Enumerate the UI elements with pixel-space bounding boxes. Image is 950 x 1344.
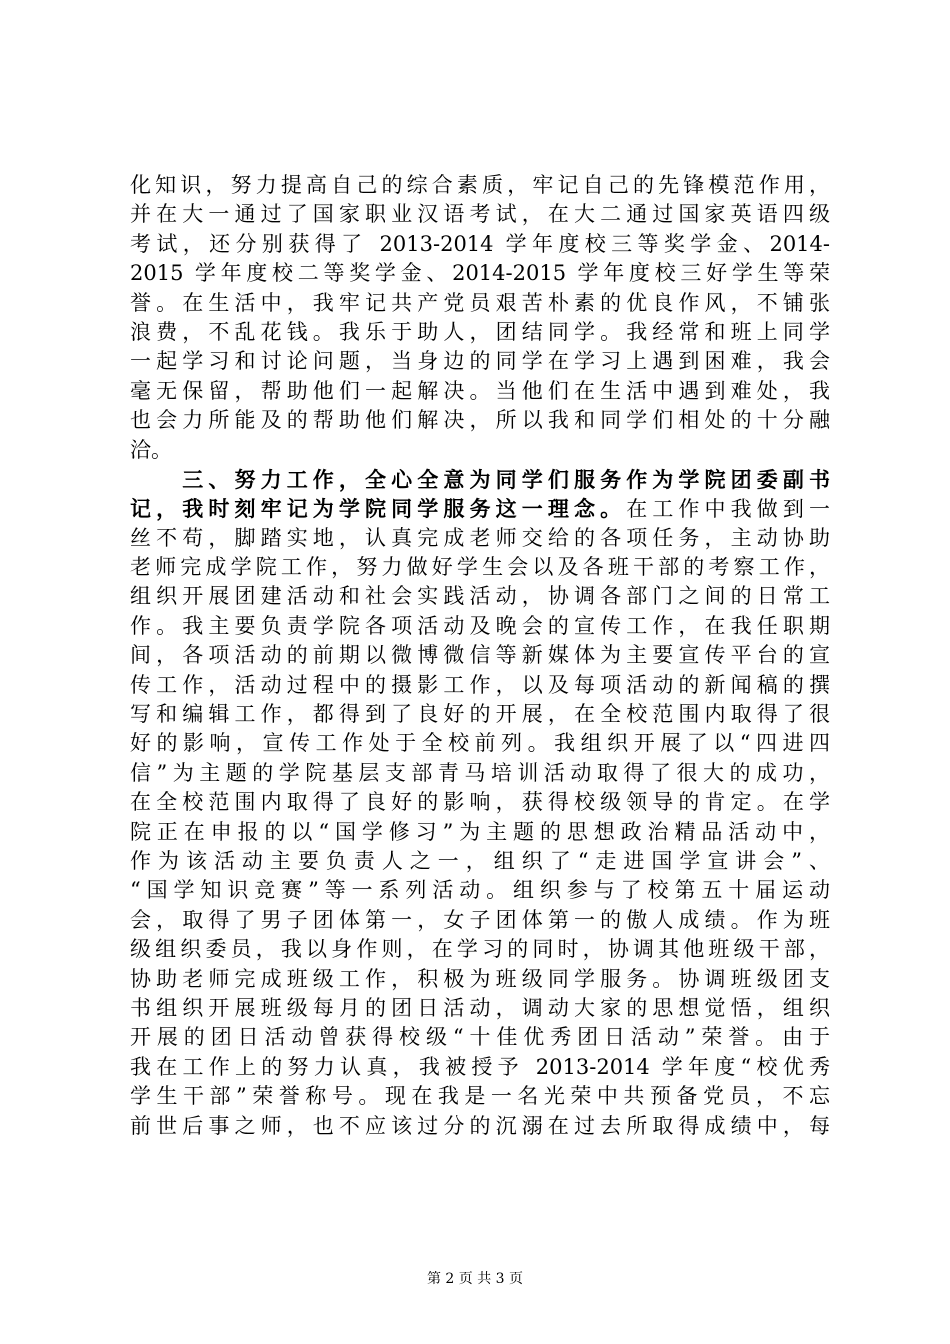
text-line: 在全校范围内取得了良好的影响，获得校级领导的肯定。在学: [130, 790, 830, 815]
body-text: [130, 171, 830, 1141]
text-line: 好的影响，宣传工作处于全校前列。我组织开展了以“四进四: [130, 731, 830, 756]
text-line: 书组织开展班级每月的团日活动，调动大家的思想觉悟，组织: [130, 995, 830, 1020]
text-line: 也会力所能及的帮助他们解决，所以我和同学们相处的十分融: [130, 408, 830, 433]
text-line: 会，取得了男子团体第一，女子团体第一的傲人成绩。作为班: [130, 907, 830, 932]
text-line: 浪费，不乱花钱。我乐于助人，团结同学。我经常和班上同学: [130, 319, 830, 344]
text-line: 间，各项活动的前期以微博微信等新媒体为主要宣传平台的宣: [130, 643, 830, 668]
text-fragment: 在工作中我做到一: [626, 497, 831, 522]
text-line: 考试，还分别获得了 2013-2014 学年度校三等奖学金、2014-: [130, 231, 830, 256]
text-line: 组织开展团建活动和社会实践活动，协调各部门之间的日常工: [130, 584, 830, 609]
text-line: 作为该活动主要负责人之一，组织了“走进国学宣讲会”、: [130, 848, 830, 873]
text-line: 洽。: [130, 437, 172, 462]
paragraph-2: [130, 465, 830, 1141]
text-line: 2015 学年度校二等奖学金、2014-2015 学年度校三好学生等荣: [130, 261, 830, 286]
text-line: 毫无保留，帮助他们一起解决。当他们在生活中遇到难处，我: [130, 378, 830, 403]
text-line: 前世后事之师，也不应该过分的沉溺在过去所取得成绩中，每: [130, 1113, 830, 1138]
section-heading: 三、努力工作，全心全意为同学们服务作为学院团委副书: [130, 466, 830, 492]
text-line: 一起学习和讨论问题，当身边的同学在学习上遇到困难，我会: [130, 349, 830, 374]
text-line: 级组织委员，我以身作则，在学习的同时，协调其他班级干部，: [130, 937, 830, 962]
text-line: 化知识，努力提高自己的综合素质，牢记自己的先锋模范作用，: [130, 173, 830, 197]
text-line: 传工作，活动过程中的摄影工作，以及每项活动的新闻稿的撰: [130, 672, 830, 697]
text-line: 写和编辑工作，都得到了良好的开展，在全校范围内取得了很: [130, 702, 830, 727]
text-line: 协助老师完成班级工作，积极为班级同学服务。协调班级团支: [130, 966, 830, 991]
paragraph-1: [130, 171, 830, 465]
page-number: 第 2 页 共 3 页: [426, 1271, 524, 1287]
text-line: 我在工作上的努力认真，我被授予 2013-2014 学年度“校优秀: [130, 1054, 830, 1079]
text-line: 丝不苟，脚踏实地，认真完成老师交给的各项任务，主动协助: [130, 525, 830, 550]
text-line: 信”为主题的学院基层支部青马培训活动取得了很大的成功，: [130, 760, 830, 785]
text-line: 作。我主要负责学院各项活动及晚会的宣传工作，在我任职期: [130, 613, 830, 638]
text-line: [130, 494, 830, 523]
text-line: “国学知识竞赛”等一系列活动。组织参与了校第五十届运动: [130, 878, 830, 903]
text-line: 誉。在生活中，我牢记共产党员艰苦朴素的优良作风，不铺张: [130, 290, 830, 315]
page-footer: [0, 1268, 950, 1288]
section-heading-continued: 记，我时刻牢记为学院同学服务这一理念。: [130, 496, 627, 522]
text-line: 院正在申报的以“国学修习”为主题的思想政治精品活动中，: [130, 819, 830, 844]
text-line: 并在大一通过了国家职业汉语考试，在大二通过国家英语四级: [130, 202, 830, 227]
text-line: 老师完成学院工作，努力做好学生会以及各班干部的考察工作，: [130, 555, 830, 580]
text-line: 开展的团日活动曾获得校级“十佳优秀团日活动”荣誉。由于: [130, 1025, 830, 1050]
text-line: 学生干部”荣誉称号。现在我是一名光荣中共预备党员，不忘: [130, 1084, 830, 1109]
